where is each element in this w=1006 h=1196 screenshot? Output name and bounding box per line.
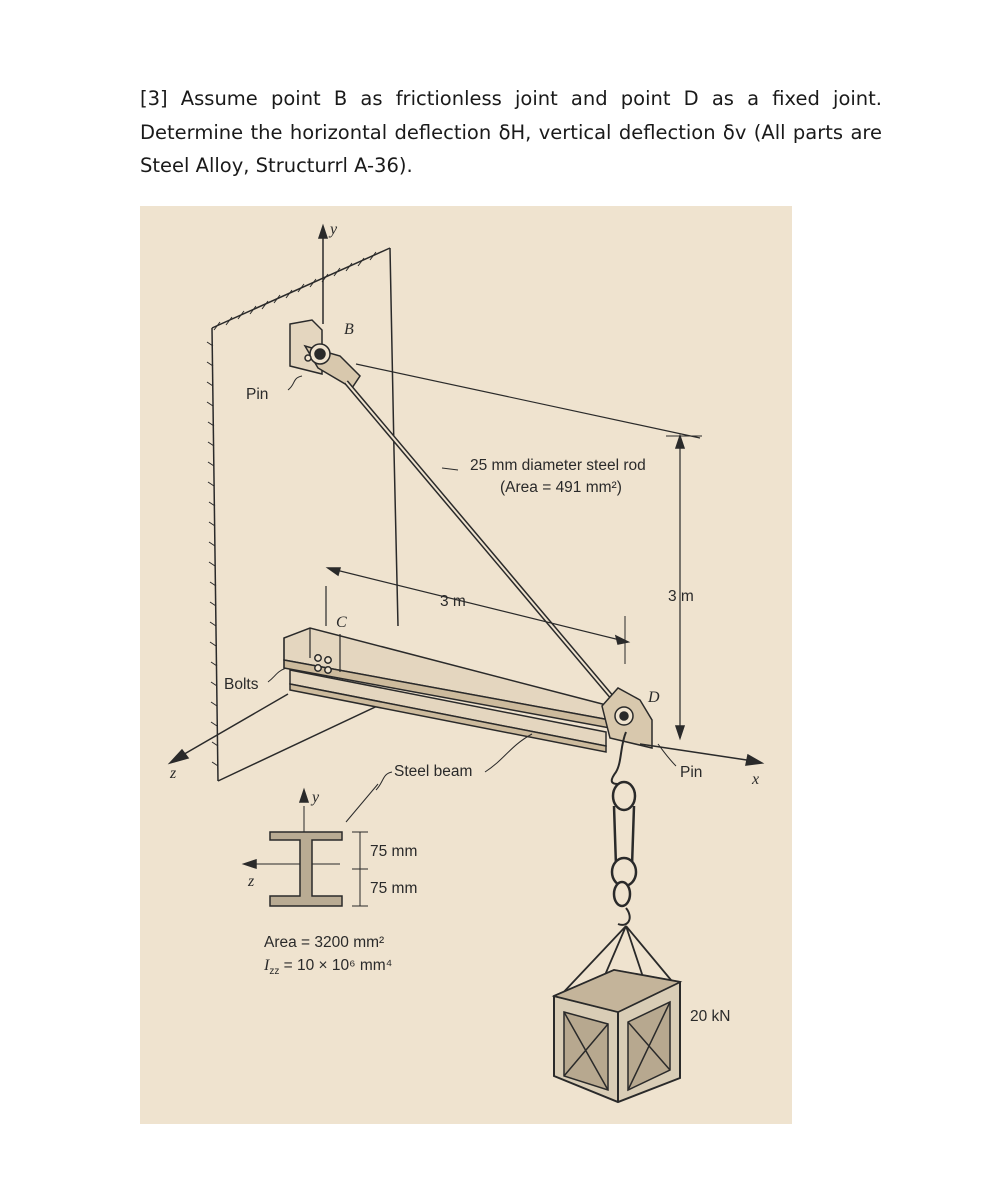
section-axis-y-label: y <box>312 789 320 806</box>
vertical-dimension <box>666 436 702 738</box>
load-label: 20 kN <box>690 1008 731 1025</box>
pin-bottom-label: Pin <box>680 764 703 781</box>
steel-beam <box>284 628 610 752</box>
hook-chain <box>612 732 636 925</box>
inertia-symbol: I <box>264 957 270 974</box>
bracket-d <box>602 688 652 748</box>
structure-figure <box>140 206 792 1124</box>
inertia-subscript: zz <box>269 966 280 977</box>
i-beam-section <box>244 790 368 906</box>
rod-label-line2: (Area = 491 mm²) <box>500 479 622 496</box>
axis-z-label: z <box>170 765 177 782</box>
problem-statement: [3] Assume point B as frictionless joint and point D as a fixed joint. Determine the horizontal deflection δH, vertical deflection δv (All parts are Steel Alloy, Structurrl A-36). <box>140 87 882 177</box>
dim-horizontal-label: 3 m <box>440 593 466 610</box>
point-c-label: C <box>336 614 347 631</box>
structure-diagram <box>140 206 792 1124</box>
crate <box>554 926 680 1102</box>
bolts-leader <box>268 668 286 682</box>
x-axis-arrow <box>746 755 762 765</box>
point-b-label: B <box>344 321 354 338</box>
axis-x-label: x <box>752 771 760 788</box>
section-area-label: Area = 3200 mm² <box>264 934 385 951</box>
inertia-value: = 10 × 10⁶ mm⁴ <box>279 957 393 974</box>
pin-top-label: Pin <box>246 386 269 403</box>
steel-beam-leader <box>346 784 378 822</box>
bolts-label: Bolts <box>224 676 259 693</box>
dim-vertical-label: 3 m <box>668 588 694 605</box>
rod-label-line1: 25 mm diameter steel rod <box>470 457 646 474</box>
section-dim-top-label: 75 mm <box>370 843 418 860</box>
z-axis-arrow <box>170 750 188 763</box>
steel-beam-label: Steel beam <box>394 763 473 780</box>
section-dim-bottom-label: 75 mm <box>370 880 418 897</box>
y-axis-arrow <box>319 226 327 238</box>
point-d-label: D <box>648 689 660 706</box>
pin-top-leader <box>288 376 302 390</box>
section-axis-z-label: z <box>248 873 255 890</box>
axis-y-label: y <box>330 221 338 238</box>
section-inertia-label <box>263 957 392 977</box>
